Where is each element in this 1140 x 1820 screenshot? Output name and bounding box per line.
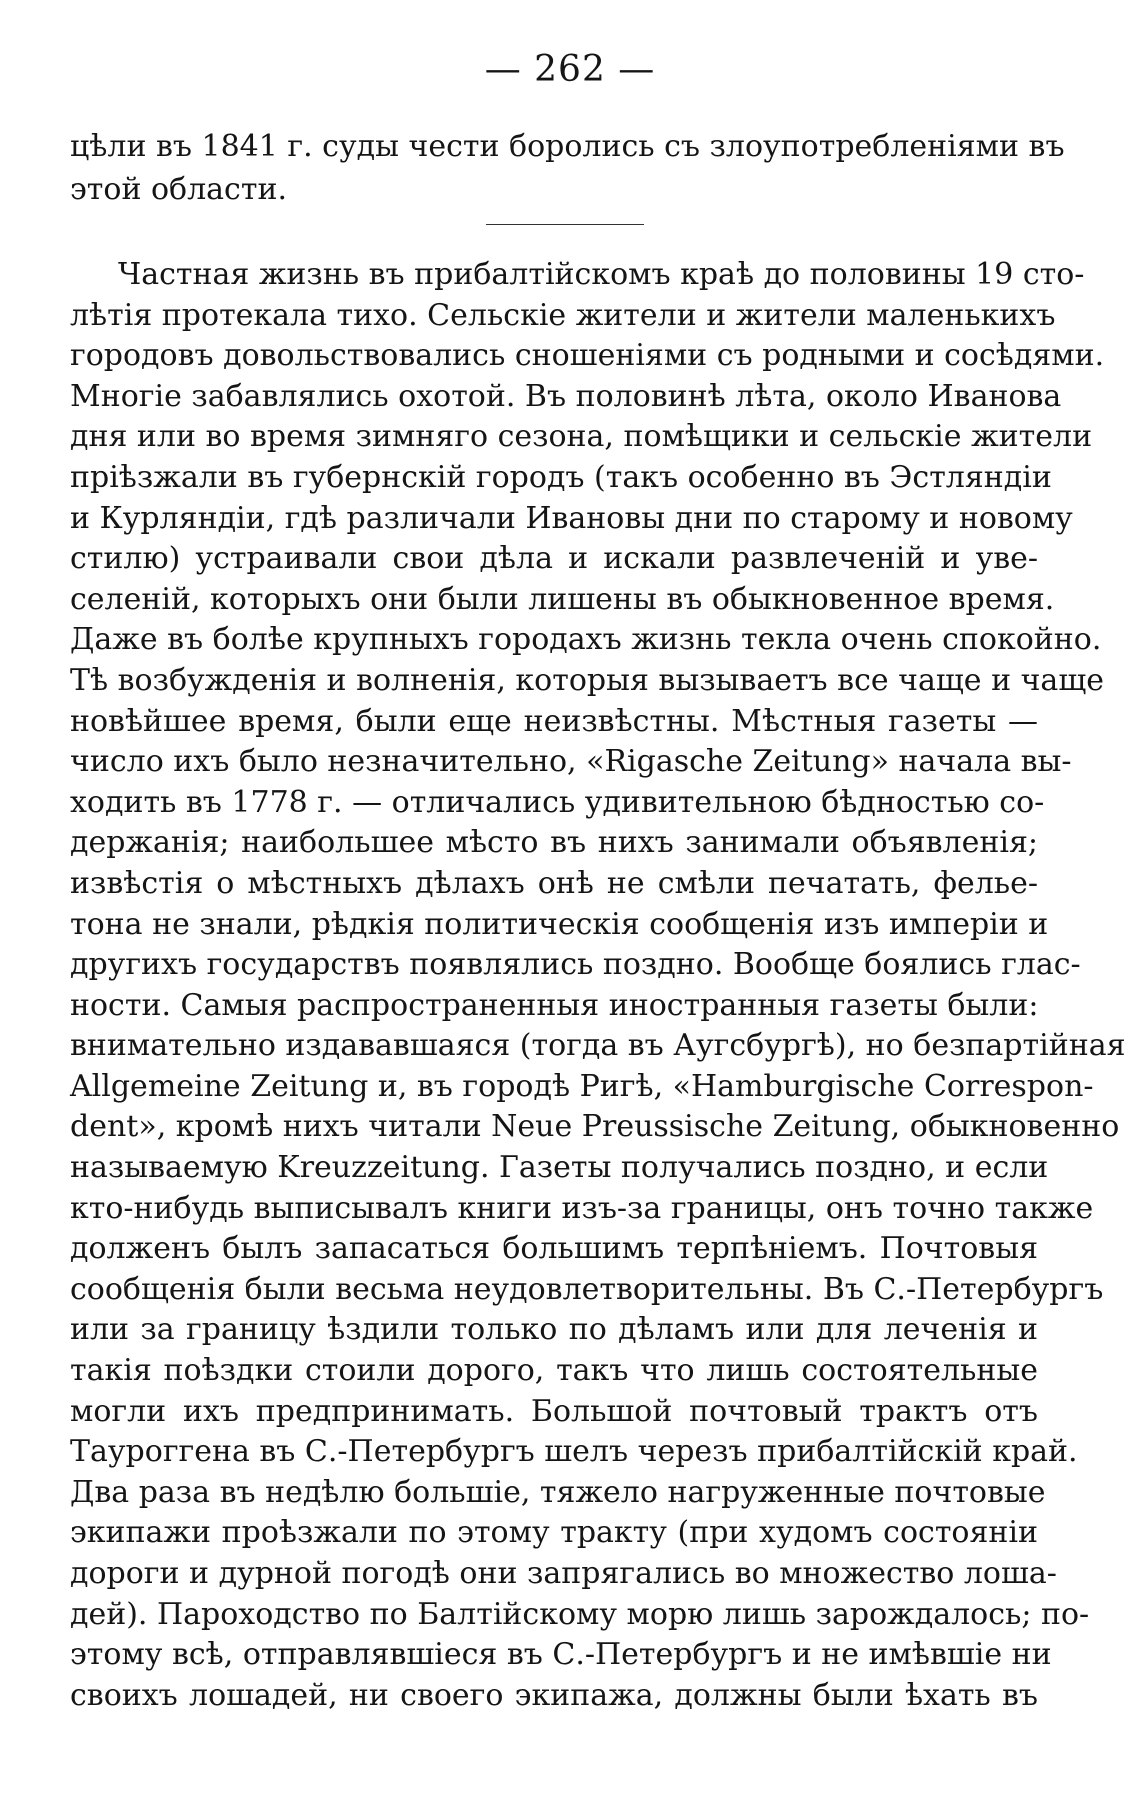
text-line: dent», кромѣ нихъ читали Neue Preussische Zeitung, обыкновенно — [70, 1109, 1120, 1145]
text-line: дня или во время зимняго сезона, помѣщики и сельскіе жители — [70, 419, 1093, 455]
text-line: могли ихъ предпринимать. Большой почтовый трактъ отъ — [70, 1393, 1038, 1429]
text-line: своихъ лошадей, ни своего экипажа, должны были ѣхать въ — [70, 1677, 1038, 1713]
text-line: другихъ государствъ появлялись поздно. Вообще боялись глас- — [70, 947, 1081, 983]
text-line: Allgemeine Zeitung и, въ городѣ Ригѣ, «Hamburgische Correspon- — [70, 1068, 1094, 1104]
text-line: или за границу ѣздили только по дѣламъ или для леченія и — [70, 1312, 1038, 1348]
text-line: лѣтія протекала тихо. Сельскіе жители и жители маленькихъ — [70, 297, 1056, 333]
text-line: долженъ былъ запасаться большимъ терпѣніемъ. Почтовыя — [70, 1231, 1038, 1267]
text-line: такія поѣздки стоили дорого, такъ что лишь состоятельные — [70, 1353, 1038, 1389]
text-line: стилю) устраивали свои дѣла и искали развлеченій и уве- — [70, 541, 1038, 577]
text-line: экипажи проѣзжали по этому тракту (при худомъ состояніи — [70, 1515, 1038, 1551]
text-line: называемую Kreuzzeitung. Газеты получались поздно, и если — [70, 1150, 1049, 1186]
text-line: новѣйшее время, были еще неизвѣстны. Мѣстныя газеты — — [70, 703, 1038, 739]
text-line: Многіе забавлялись охотой. Въ половинѣ лѣта, около Иванова — [70, 378, 1062, 414]
text-line: Частная жизнь въ прибалтійскомъ краѣ до половины 19 сто- — [118, 257, 1085, 292]
text-line: цѣли въ 1841 г. суды чести боролись съ злоупотребленіями въ — [70, 129, 1065, 164]
section-separator — [486, 224, 644, 225]
text-line: число ихъ было незначительно, «Rigasche Zeitung» начала вы- — [70, 744, 1072, 780]
text-line: этой области. — [70, 172, 287, 207]
text-line: извѣстія о мѣстныхъ дѣлахъ онѣ не смѣли печатать, фелье- — [70, 865, 1038, 901]
main-paragraph — [70, 255, 1126, 1716]
text-line: Тауроггена въ С.-Петербургъ шелъ черезъ прибалтійскій край. — [70, 1434, 1078, 1470]
text-line: селеній, которыхъ они были лишены въ обыкновенное время. — [70, 581, 1055, 617]
text-line: кто-нибудь выписывалъ книги изъ-за границы, онъ точно также — [70, 1190, 1094, 1226]
text-line: и Курляндіи, гдѣ различали Ивановы дни по старому и новому — [70, 500, 1073, 536]
text-line: Тѣ возбужденія и волненія, которыя вызываетъ все чаще и чаще — [70, 662, 1104, 698]
text-line: внимательно издававшаяся (тогда въ Аугсбургѣ), но безпартійная — [70, 1028, 1126, 1064]
text-line: Два раза въ недѣлю большіе, тяжело нагруженные почтовые — [70, 1474, 1046, 1510]
text-line: пріѣзжали въ губернскій городъ (такъ особенно въ Эстляндіи — [70, 459, 1052, 495]
text-line: дей). Пароходство по Балтійскому морю лишь зарождалось; по- — [70, 1596, 1090, 1632]
text-line: Даже въ болѣе крупныхъ городахъ жизнь текла очень спокойно. — [70, 622, 1102, 658]
text-line: сообщенія были весьма неудовлетворительны. Въ С.-Петербургъ — [70, 1271, 1104, 1307]
text-line: городовъ довольствовались сношеніями съ родными и сосѣдями. — [70, 338, 1105, 374]
text-line: ходить въ 1778 г. — отличались удивительною бѣдностью со- — [70, 784, 1045, 820]
text-line: тона не знали, рѣдкія политическія сообщенія изъ имперіи и — [70, 906, 1049, 942]
page-number: — 262 — — [484, 49, 656, 90]
text-line: держанія; наибольшее мѣсто въ нихъ занимали объявленія; — [70, 825, 1038, 861]
continuation-paragraph — [70, 125, 1065, 211]
text-line: дороги и дурной погодѣ они запрягались во множество лоша- — [70, 1556, 1057, 1591]
text-line: ности. Самыя распространенныя иностранныя газеты были: — [70, 987, 1039, 1023]
text-line: этому всѣ, отправлявшіеся въ С.-Петербургъ и не имѣвшіе ни — [70, 1637, 1052, 1673]
